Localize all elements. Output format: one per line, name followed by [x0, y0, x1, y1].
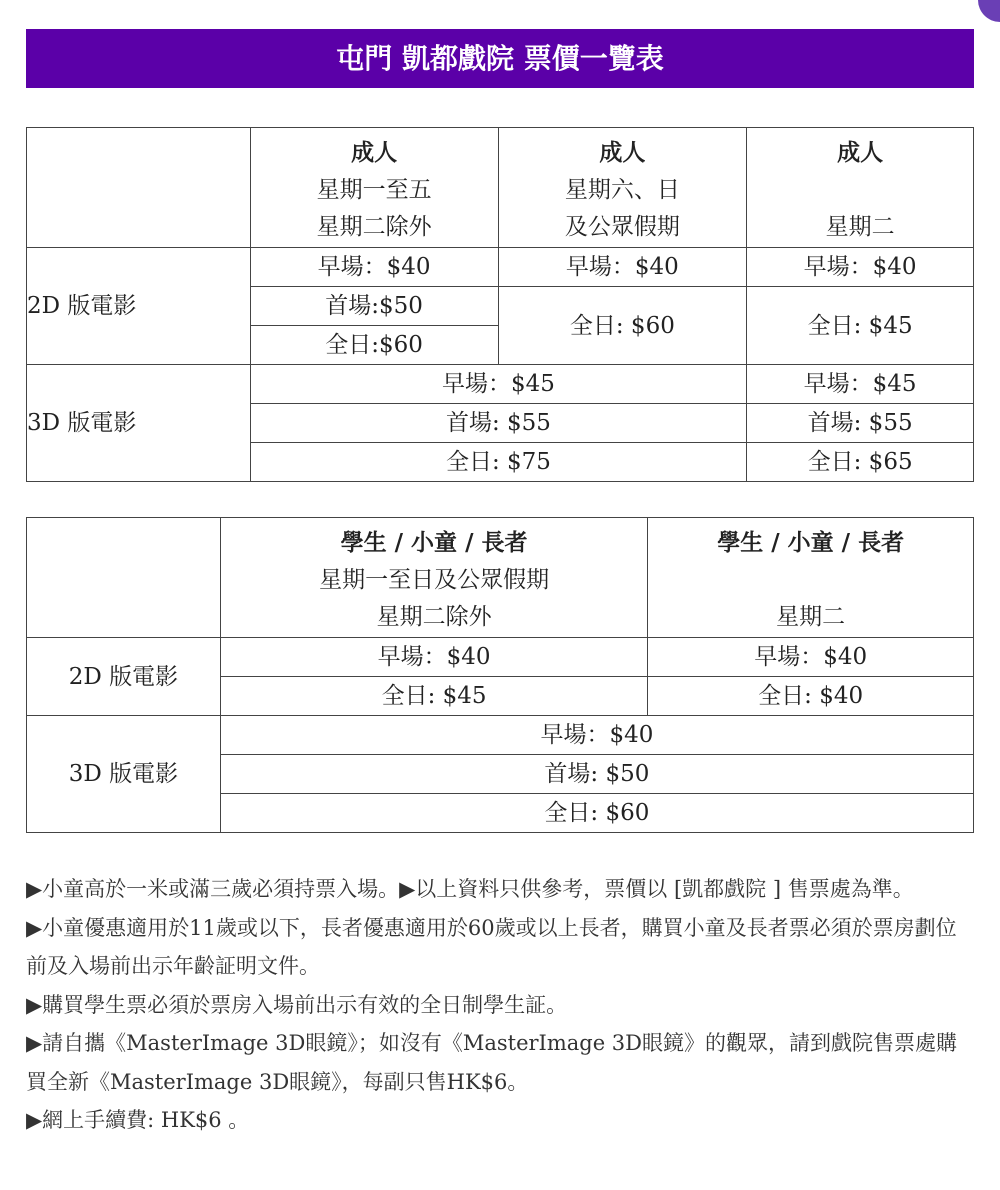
price-cell: 全日:$60 [250, 326, 498, 365]
table-header-row [27, 128, 974, 248]
price-cell: 早場：$40 [220, 638, 648, 677]
header-empty [27, 128, 251, 248]
price-cell: 全日: $60 [498, 287, 747, 365]
adult-price-table [26, 127, 974, 482]
row-label: 3D 版電影 [27, 716, 221, 833]
row-label: 2D 版電影 [27, 638, 221, 716]
floating-action-icon[interactable] [978, 0, 1000, 22]
price-cell: 早場：$40 [648, 638, 974, 677]
price-cell: 全日: $60 [220, 794, 973, 833]
price-cell: 首場: $50 [220, 755, 973, 794]
price-cell: 全日: $65 [747, 443, 974, 482]
concession-price-table [26, 517, 974, 833]
page-title: 屯門 凱都戲院 票價一覽表 [26, 29, 974, 88]
header-cell: 成人 星期六、日 及公眾假期 [498, 128, 747, 248]
note: ▶請自攜《MasterImage 3D眼鏡》；如沒有《MasterImage 3D眼鏡》的觀眾，請到戲院售票處購買全新《MasterImage 3D眼鏡》，每副只售HK$6。 [26, 1031, 958, 1094]
header-empty [27, 518, 221, 638]
note: ▶網上手續費: HK$6 。 [26, 1108, 250, 1132]
price-cell: 早場：$40 [250, 248, 498, 287]
price-cell: 全日: $45 [747, 287, 974, 365]
row-label: 2D 版電影 [27, 248, 251, 365]
table-row [27, 716, 974, 755]
table-row [27, 638, 974, 677]
header-cell: 成人 星期二 [747, 128, 974, 248]
price-cell: 早場：$40 [747, 248, 974, 287]
price-cell: 首場:$50 [250, 287, 498, 326]
price-cell: 早場：$40 [220, 716, 973, 755]
header-cell: 成人 星期一至五 星期二除外 [250, 128, 498, 248]
table-row [27, 248, 974, 287]
price-cell: 早場：$40 [498, 248, 747, 287]
row-label: 3D 版電影 [27, 365, 251, 482]
note: ▶購買學生票必須於票房入場前出示有效的全日制學生証。 [26, 992, 568, 1017]
note: ▶小童優惠適用於11歲或以下，長者優惠適用於60歲或以上長者，購買小童及長者票必須於票房劃位前及入場前出示年齡証明文件。 [26, 915, 957, 978]
table-header-row [27, 518, 974, 638]
price-cell: 全日: $75 [250, 443, 746, 482]
price-cell: 首場: $55 [747, 404, 974, 443]
note: ▶小童高於一米或滿三歲必須持票入場。▶以上資料只供參考，票價以 [凱都戲院 ] 售票處為準。 [26, 877, 914, 901]
header-cell: 學生 / 小童 / 長者 星期一至日及公眾假期 星期二除外 [220, 518, 648, 638]
table-row [27, 365, 974, 404]
price-cell: 首場: $55 [250, 404, 746, 443]
header-cell: 學生 / 小童 / 長者 星期二 [648, 518, 974, 638]
price-cell: 早場：$45 [250, 365, 746, 404]
notes-section [26, 870, 976, 1140]
price-cell: 早場：$45 [747, 365, 974, 404]
price-cell: 全日: $40 [648, 677, 974, 716]
price-cell: 全日: $45 [220, 677, 648, 716]
